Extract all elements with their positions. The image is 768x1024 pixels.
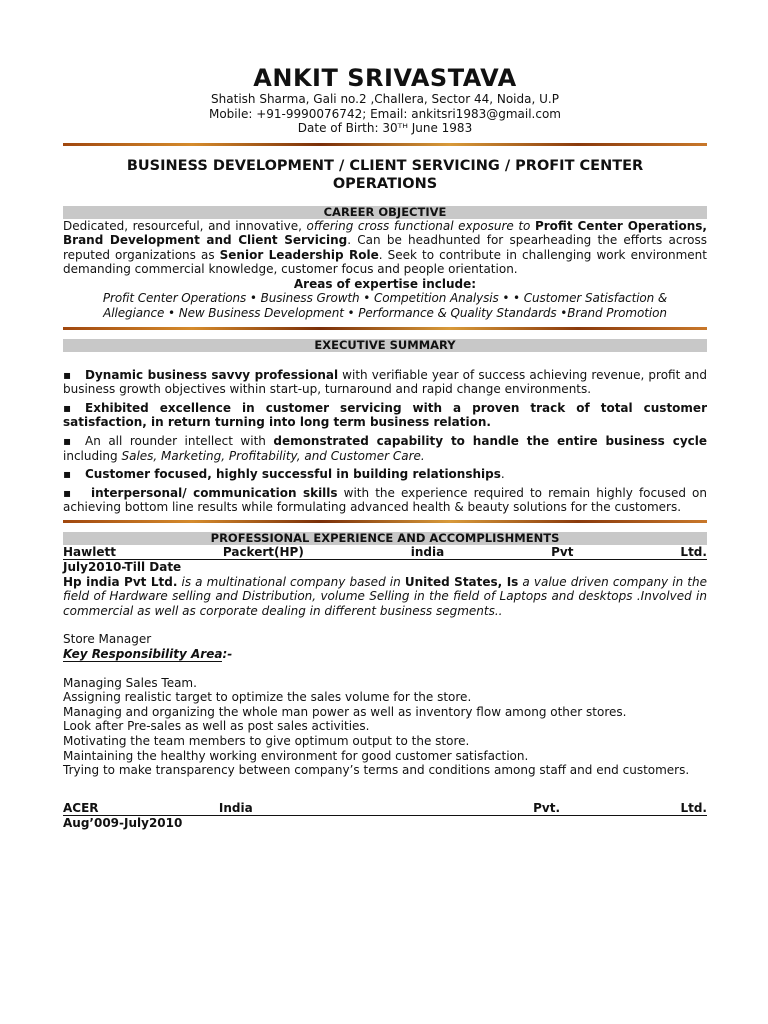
summary-bullet-4-bold: Customer focused, highly successful in building relationships xyxy=(85,467,501,482)
summary-bullet-5-text: with the experience required to remain highly focused on achieving bottom line results while formulating advanced health & beauty solutions for the customers. xyxy=(63,485,708,515)
address: Shatish Sharma, Gali no.2 ,Challera, Sector 44, Noida, U.P xyxy=(211,92,559,106)
kra-heading xyxy=(63,647,707,662)
summary-bullet-5 xyxy=(63,486,707,515)
company-word: Ltd. xyxy=(680,800,707,815)
job-1-desc-text-b: a value driven company in the field of Hardware selling and Distribution, volume Selling in the field of Laptops and desktops .Involved in commercial as well as corporate dealing in different business segments.. xyxy=(63,574,707,618)
kra-label: Key Responsibility Area xyxy=(63,646,223,661)
summary-bullet-4 xyxy=(63,467,707,482)
summary-bullet-3-bold: demonstrated capability to handle the entire business cycle xyxy=(273,434,708,449)
summary-bullet-2 xyxy=(63,401,707,430)
job-1-period: July2010-Till Date xyxy=(63,560,182,574)
job-1-desc-company: Hp india Pvt Ltd. xyxy=(63,574,178,589)
headline-line-1: BUSINESS DEVELOPMENT / CLIENT SERVICING / PROFIT CENTER xyxy=(126,157,644,174)
list-item: Managing and organizing the whole man power as well as inventory flow among other stores. xyxy=(63,704,627,719)
objective-text-6: . Seek to contribute in challenging work environment demanding commercial knowledge, customer focus and people orientation. xyxy=(63,247,707,277)
duty-list xyxy=(63,676,707,778)
decorative-rule xyxy=(63,143,707,146)
job-1-company xyxy=(63,545,707,560)
bullet-icon xyxy=(63,401,85,416)
job-1-desc-text-a: is a multinational company based in xyxy=(177,574,405,589)
objective-text-4: . Can be headhunted for spearheading the efforts across reputed organizations as xyxy=(63,233,707,262)
company-word: Ltd. xyxy=(680,545,707,559)
objective-text-3: Profit Center Operations, Brand Development and Client Servicing xyxy=(63,218,707,248)
date-of-birth: Date of Birth: 30ᵀᴴ June 1983 xyxy=(297,121,473,135)
summary-bullet-3 xyxy=(63,434,707,463)
job-1-description xyxy=(63,575,707,619)
executive-summary-heading: EXECUTIVE SUMMARY xyxy=(63,339,707,352)
bullet-icon xyxy=(63,486,91,501)
company-word: Pvt xyxy=(551,545,574,559)
company-word: India xyxy=(218,800,253,815)
objective-text-1: Dedicated, resourceful, and innovative, xyxy=(63,218,302,233)
career-objective-heading: CAREER OBJECTIVE xyxy=(63,206,707,219)
company-word: Pvt. xyxy=(533,800,561,815)
expertise-line-2: Allegiance • New Business Development • Performance & Quality Standards •Brand Promotion xyxy=(103,306,667,321)
decorative-rule xyxy=(63,520,707,523)
list-item: Trying to make transparency between company’s terms and conditions among staff and end customers. xyxy=(63,763,690,778)
resume-page xyxy=(63,0,707,830)
expertise-heading: Areas of expertise include: xyxy=(293,276,477,291)
career-objective-text xyxy=(63,219,707,277)
decorative-rule xyxy=(63,327,707,330)
summary-bullet-2-text: Exhibited excellence in customer servicing with a proven track of total customer satisfaction, in return turning into long term business relation. xyxy=(63,400,707,430)
summary-bullet-1-text: with verifiable year of success achieving revenue, profit and business growth objectives within start-up, turnaround and rapid change environments. xyxy=(63,367,707,397)
company-word: ACER xyxy=(63,800,99,815)
job-1-desc-location: United States, Is xyxy=(404,574,519,589)
objective-text-2: offering cross functional exposure to xyxy=(301,218,535,233)
company-word: india xyxy=(410,545,445,559)
headline xyxy=(63,157,707,193)
contact-info: Mobile: +91-9990076742; Email: ankitsri1983@gmail.com xyxy=(208,106,561,121)
list-item: Managing Sales Team. xyxy=(63,675,197,690)
list-item: Motivating the team members to give optimum output to the store. xyxy=(63,733,470,748)
company-word: Hawlett xyxy=(63,545,116,559)
list-item: Assigning realistic target to optimize the sales volume for the store. xyxy=(63,690,472,705)
list-item: Look after Pre-sales as well as post sales activities. xyxy=(63,719,370,734)
summary-bullet-5-bold: interpersonal/ communication skills xyxy=(91,485,338,500)
bullet-icon xyxy=(63,434,85,449)
summary-bullet-3-italic: Sales, Marketing, Profitability, and Customer Care. xyxy=(121,448,425,463)
job-2-company xyxy=(63,801,707,816)
bullet-icon xyxy=(63,368,85,383)
summary-bullet-1-bold: Dynamic business savvy professional xyxy=(85,367,339,382)
summary-bullet-3-text-b: including xyxy=(63,448,122,463)
summary-bullet-3-text-a: An all rounder intellect with xyxy=(85,434,274,449)
summary-bullet-1 xyxy=(63,368,707,397)
job-2-period: Aug’009-July2010 xyxy=(63,815,183,830)
expertise-line-1: Profit Center Operations • Business Growth • Competition Analysis • • Customer Satisfaction & xyxy=(102,291,668,306)
candidate-name: ANKIT SRIVASTAVA xyxy=(253,64,517,92)
company-word: Packert(HP) xyxy=(222,545,304,559)
bullet-icon xyxy=(63,467,85,482)
job-1-role: Store Manager xyxy=(63,632,152,647)
kra-suffix: :- xyxy=(222,646,233,661)
summary-bullet-4-text: . xyxy=(500,467,505,482)
headline-line-2: OPERATIONS xyxy=(332,175,438,192)
list-item: Maintaining the healthy working environment for good customer satisfaction. xyxy=(63,748,529,763)
objective-text-5: Senior Leadership Role xyxy=(219,247,379,262)
experience-heading: PROFESSIONAL EXPERIENCE AND ACCOMPLISHMENTS xyxy=(63,532,707,545)
